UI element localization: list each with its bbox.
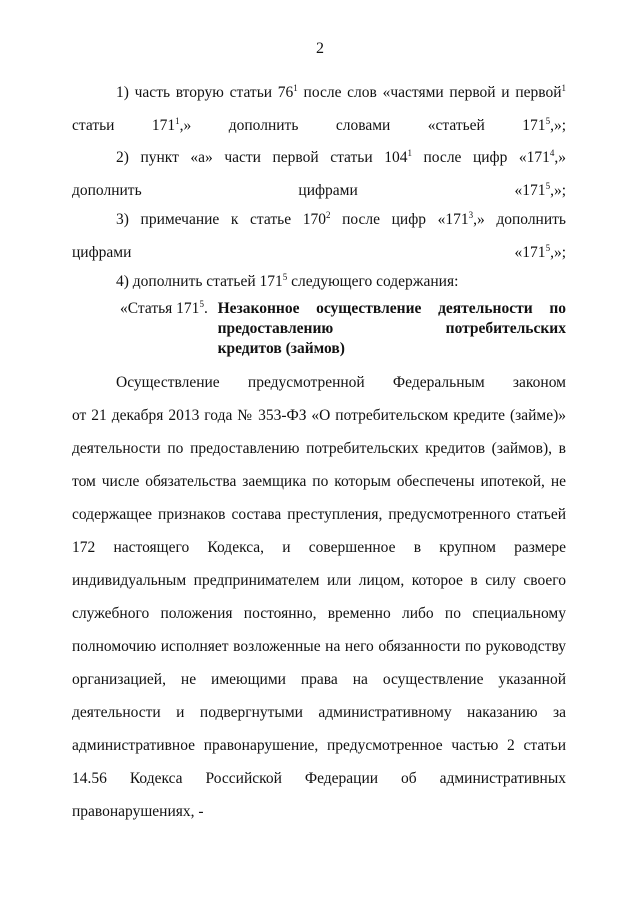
superscript: 1	[407, 148, 412, 158]
superscript: 5	[545, 243, 551, 253]
item-1-text-a: 1) часть вторую статьи 76	[116, 84, 294, 101]
page-number: 2	[316, 40, 324, 57]
item-1-text-d: ,» дополнить словами «статьей 171	[179, 117, 546, 134]
article-label-text: «Статья 171	[120, 300, 200, 317]
amendment-item-4	[72, 265, 566, 298]
superscript: 5	[545, 116, 551, 126]
item-1-text-b: после слов «частями первой и первой	[297, 84, 562, 101]
article-body-line: полномочию исполняет возложенные на него обязанности по руководству	[72, 638, 566, 655]
article-body-line: индивидуальным предпринимателем или лицом, которое в силу своего	[72, 572, 566, 589]
article-body-line: 172 настоящего Кодекса, и совершенное в крупном размере	[72, 539, 566, 556]
superscript: 5	[199, 299, 204, 309]
article-title-line-1: Незаконное осуществление деятельности по предоставлению потребительских	[217, 300, 566, 337]
superscript: 5	[282, 272, 288, 282]
item-1-text-c: статьи 171	[72, 117, 176, 134]
amendment-item-2	[72, 141, 566, 207]
superscript: 2	[325, 210, 331, 220]
article-body-line: деятельности и подвергнутыми административному наказанию за	[72, 704, 566, 721]
item-2-text-c: ,» дополнить цифрами «171	[72, 149, 567, 199]
article-title	[218, 299, 566, 359]
item-2-text-b: после цифр «171	[411, 149, 550, 166]
article-body-line: 14.56 Кодекса Российской Федерации об административных	[72, 770, 566, 787]
article-body-line: Осуществление предусмотренной Федеральным законом	[116, 374, 566, 391]
item-3-text-a: 3) примечание к статье 170	[116, 211, 326, 228]
superscript: 3	[468, 210, 474, 220]
item-2-text-a: 2) пункт «а» части первой статьи 104	[116, 149, 408, 166]
article-body-line: содержащее признаков состава преступления, предусмотренного статьей	[72, 506, 566, 523]
superscript: 1	[175, 116, 180, 126]
article-body-line: служебного положения постоянно, временно либо по специальному	[72, 605, 566, 622]
article-label-dot: .	[203, 300, 208, 317]
superscript: 1	[561, 83, 567, 93]
article-label	[72, 299, 218, 359]
superscript: 4	[549, 148, 555, 158]
article-body-line: организацией, не имеющими права на осуществление указанной	[72, 671, 566, 688]
article-body-line: от 21 декабря 2013 года № 353-ФЗ «О потребительском кредите (займе)»	[72, 407, 566, 424]
superscript: 1	[293, 83, 298, 93]
article-body-line: правонарушениях, -	[72, 803, 204, 820]
item-4-text-a: 4) дополнить статьей 171	[116, 273, 283, 290]
item-3-text-c: ,» дополнить цифрами «171	[72, 211, 566, 261]
article-title-line-2: кредитов (займов)	[217, 340, 345, 357]
article-heading	[72, 299, 566, 359]
item-4-text-b: следующего содержания:	[287, 273, 459, 290]
item-2-text-d: ,»;	[550, 182, 566, 199]
article-body-line: том числе обязательства заемщика по которым обеспечены ипотекой, не	[72, 473, 566, 490]
amendment-item-3	[72, 203, 566, 269]
article-body-line: деятельности по предоставлению потребительских кредитов (займов), в	[72, 440, 566, 457]
amendment-item-1	[72, 76, 566, 142]
item-1-text-e: ,»;	[550, 117, 566, 134]
article-body-line: административное правонарушение, предусмотренное частью 2 статьи	[72, 737, 566, 754]
item-3-text-b: после цифр «171	[330, 211, 469, 228]
superscript: 5	[545, 181, 551, 191]
item-3-text-d: ,»;	[550, 244, 566, 261]
